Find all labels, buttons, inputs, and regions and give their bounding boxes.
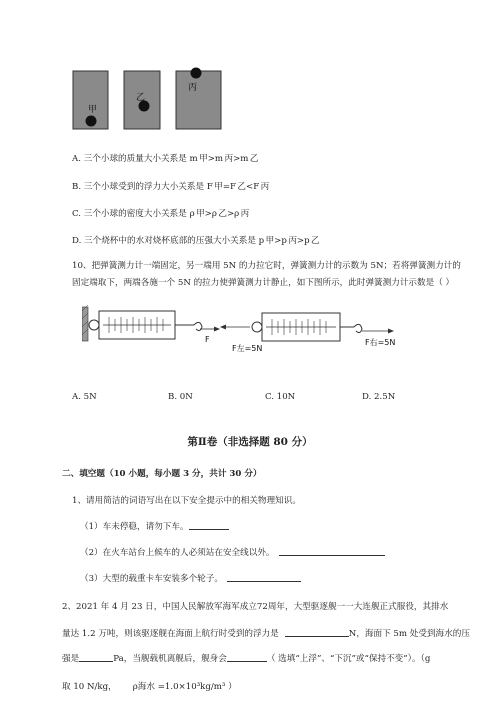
q9-option-c: C. 三个小球的密度大小关系是 ρ 甲>ρ 乙>ρ 丙 <box>72 209 250 219</box>
ball-jia <box>86 116 97 127</box>
label-jia: 甲 <box>88 105 98 115</box>
label-f-left: F左=5N <box>232 344 263 353</box>
section-2-heading: 二、填空题（10 小题，每小题 3 分，共计 30 分） <box>62 469 262 479</box>
q2-blank-3 <box>227 652 267 662</box>
q2-line-2: 量达 1.2 万吨，则该驱逐舰在海面上航行时受到的浮力是 N，海面下 5m 处受到海水的压 <box>62 629 470 639</box>
label-bing: 丙 <box>188 83 198 93</box>
q10-line-1: 10、把弹簧测力计一端固定，另一端用 5N 的力拉它时，弹簧测力计的示数为 5N；若将弹簧测力计的 <box>72 261 461 271</box>
q1-item-2: （2）在火车站台上候车的人必须站在安全线以外。 <box>80 546 385 558</box>
q1-item-1: （1）车未停稳，请勿下车。 <box>80 520 229 532</box>
part-2-title: 第Ⅱ卷（非选择题 80 分） <box>187 436 313 448</box>
q1-stem: 1、请用简洁的词语写出在以下安全提示中的相关物理知识。 <box>72 496 301 506</box>
label-yi: 乙 <box>136 93 146 103</box>
q10-line-2: 固定端取下，两端各施一个 5N 的拉力使弹簧测力计静止，如下图所示，此时弹簧测力计示数是（ ） <box>72 278 455 288</box>
q10-option-c: C. 10N <box>265 392 296 402</box>
label-f-right: F右=5N <box>365 338 396 347</box>
q1-blank-1 <box>189 520 229 530</box>
q9-option-b: B. 三个小球受到的浮力大小关系是 F 甲=F 乙<F 丙 <box>72 182 270 192</box>
ball-bing <box>191 68 202 79</box>
three-beakers-figure <box>72 66 222 130</box>
q2-blank-1 <box>285 627 349 637</box>
q10-option-b: B. 0N <box>168 392 193 402</box>
q10-option-a: A. 5N <box>72 392 97 402</box>
q10-option-d: D. 2.5N <box>362 392 396 402</box>
q1-blank-3 <box>227 572 301 582</box>
q9-option-d: D. 三个烧杯中的水对烧杯底部的压强大小关系是 p 甲>p 丙>p 乙 <box>72 236 320 246</box>
spring-scale-figure <box>82 305 420 365</box>
q2-line-4: 取 10 N/kg， ρ海水 =1.0×10³kg/m³ ） <box>62 682 237 692</box>
q2-line-3: 强是 Pa，当舰载机离舰后，舰身会 （ 选填“上浮”、“下沉”或“保持不变”）。（g <box>62 654 431 664</box>
q9-option-a: A. 三个小球的质量大小关系是 m 甲>m 丙>m 乙 <box>72 154 259 164</box>
q1-blank-2 <box>279 546 385 556</box>
q1-item-3: （3）大型的载重卡车安装多个轮子。 <box>80 572 301 584</box>
label-f: F <box>205 335 210 344</box>
q2-blank-2 <box>79 652 113 662</box>
q2-line-1: 2、2021 年 4 月 23 日，中国人民解放军海军成立72周年，大型驱逐舰一一大连舰正式服役，其排水 <box>62 602 449 612</box>
